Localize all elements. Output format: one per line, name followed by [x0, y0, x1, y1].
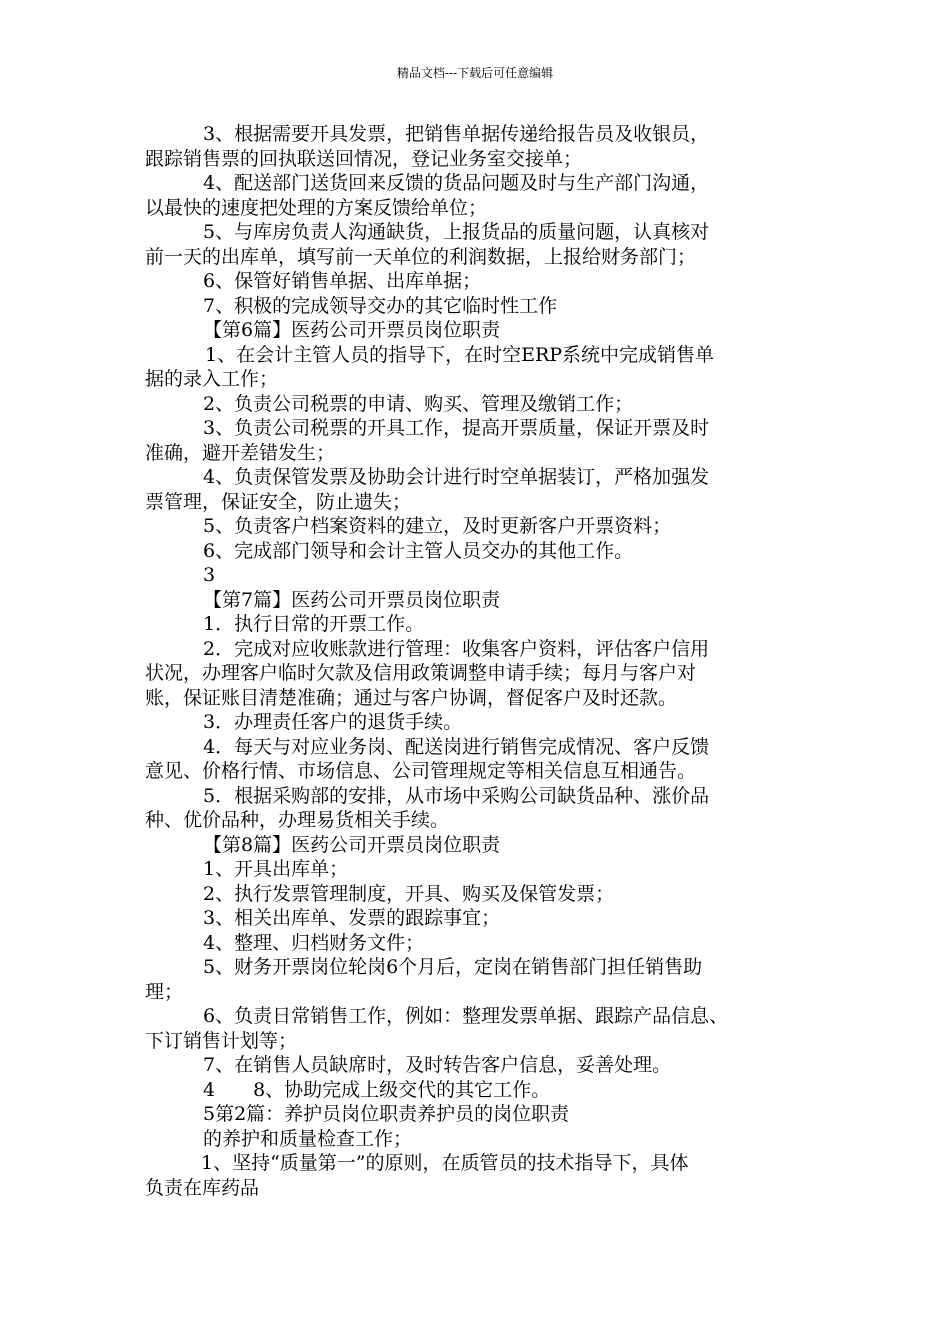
text-line: 【第6篇】医药公司开票员岗位职责: [203, 319, 501, 341]
text-line: 3、相关出库单、发票的跟踪事宜；: [203, 907, 501, 929]
text-line: 准确，避开差错发生；: [145, 441, 336, 464]
text-line: 理；: [145, 980, 184, 1003]
text-line: 1、开具出库单；: [203, 858, 349, 880]
text-line: 5、财务开票岗位轮岗6个月后，定岗在销售部门担任销售助: [203, 956, 703, 978]
text-line: 4、负责保管发票及协助会计进行时空单据装订，严格加强发: [203, 466, 710, 488]
text-line: 6、保管好销售单据、出库单据；: [203, 270, 482, 292]
text-line: 4、配送部门送货回来反馈的货品问题及时与生产部门沟通，: [203, 172, 710, 194]
text-line: 以最快的速度把处理的方案反馈给单位；: [145, 196, 488, 219]
text-line: 4、整理、归档财务文件；: [203, 931, 425, 954]
text-line: 5第2篇：养护员岗位职责养护员的岗位职责: [203, 1103, 570, 1125]
text-line: 3、根据需要开具发票，把销售单据传递给报告员及收银员，: [203, 123, 710, 145]
document-body: [145, 122, 825, 1200]
text-line: 1、坚持“质量第一”的原则，在质管员的技术指导下，具体: [201, 1152, 689, 1174]
text-line: 7、在销售人员缺席时，及时转告客户信息，妥善处理。: [203, 1054, 672, 1076]
text-line: 账，保证账目清楚准确；通过与客户协调，督促客户及时还款。: [145, 686, 678, 709]
text-line: 跟踪销售票的回执联送回情况，登记业务室交接单；: [145, 147, 583, 170]
text-line: 5．根据采购部的安排，从市场中采购公司缺货品种、涨价品: [203, 784, 710, 807]
text-line: 的养护和质量检查工作；: [203, 1127, 413, 1150]
text-line: 据的录入工作；: [145, 368, 279, 390]
text-line: 3．办理责任客户的退货手续。: [203, 711, 463, 733]
text-line: 2．完成对应收账款进行管理：收集客户资料，评估客户信用: [203, 637, 710, 660]
text-line: 负责在库药品: [145, 1176, 260, 1199]
text-line: 1．执行日常的开票工作。: [203, 613, 425, 635]
text-line: 意见、价格行情、市场信息、公司管理规定等相关信息互相通告。: [145, 760, 697, 782]
text-line: 票管理，保证安全，防止遗失；: [145, 490, 412, 513]
text-line: 3、负责公司税票的开具工作，提高开票质量，保证开票及时: [203, 417, 710, 439]
text-line: 【第8篇】医药公司开票员岗位职责: [203, 833, 501, 856]
text-line: 前一天的出库单，填写前一天单位的利润数据，上报给财务部门；: [145, 245, 697, 268]
text-line: 2、执行发票管理制度，开具、购买及保管发票；: [203, 882, 615, 905]
text-line: 下订销售计划等；: [145, 1029, 298, 1052]
text-line: 【第7篇】医药公司开票员岗位职责: [203, 588, 501, 611]
text-line: 6、负责日常销售工作，例如：整理发票单据、跟踪产品信息、: [203, 1005, 729, 1027]
page-header: 精品文档---下载后可任意编辑: [396, 66, 554, 80]
text-line: 1、在会计主管人员的指导下，在时空ERP系统中完成销售单: [205, 343, 715, 366]
text-line: 5、负责客户档案资料的建立，及时更新客户开票资料；: [203, 515, 672, 537]
text-line: 4 8、协助完成上级交代的其它工作。: [203, 1078, 551, 1101]
text-line: 6、完成部门领导和会计主管人员交办的其他工作。: [203, 539, 634, 562]
text-line: 3: [203, 564, 216, 586]
text-line: 状况，办理客户临时欠款及信用政策调整申请手续；每月与客户对: [145, 662, 697, 684]
text-line: 4．每天与对应业务岗、配送岗进行销售完成情况、客户反馈: [203, 735, 710, 758]
text-line: 2、负责公司税票的申请、购买、管理及缴销工作；: [203, 392, 634, 415]
text-line: 7、积极的完成领导交办的其它临时性工作: [203, 294, 558, 317]
text-line: 5、与库房负责人沟通缺货，上报货品的质量问题，认真核对: [203, 221, 710, 243]
text-line: 种、优价品种，办理易货相关手续。: [145, 809, 450, 831]
